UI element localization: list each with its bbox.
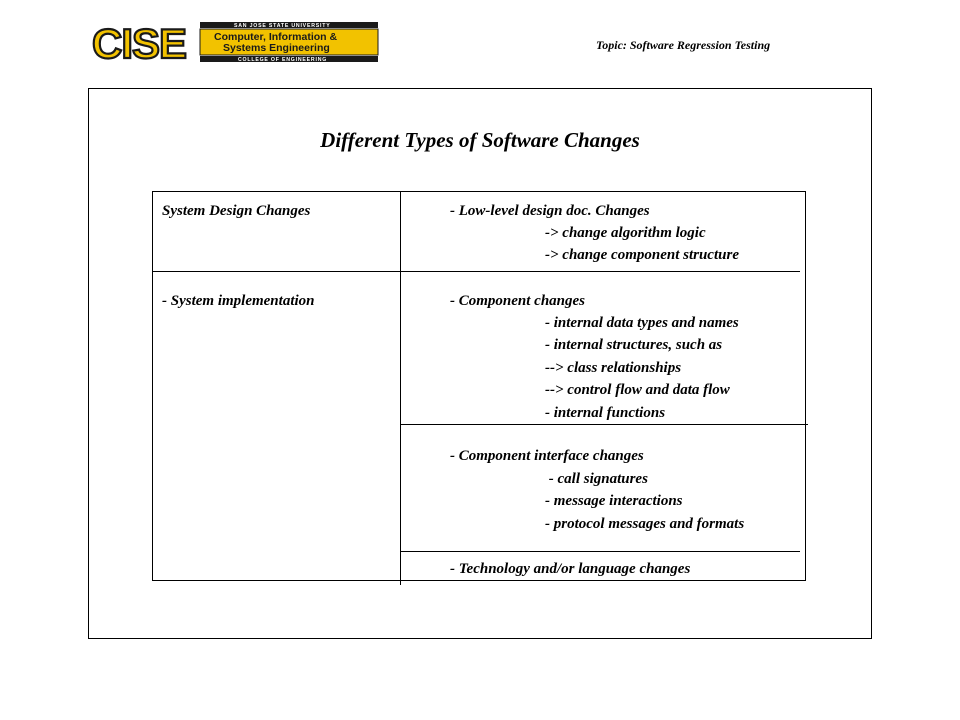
row1-left-label: System Design Changes: [162, 203, 311, 219]
group-item: - message interactions: [545, 493, 683, 509]
group-item: - internal structures, such as: [545, 337, 723, 353]
group-heading: - Technology and/or language changes: [450, 561, 691, 577]
column-divider: [400, 191, 401, 585]
logo-letters: CISE: [92, 20, 187, 64]
group-item: --> class relationships: [545, 360, 682, 376]
row1-item: -> change algorithm logic: [545, 225, 706, 241]
cise-logo: [88, 18, 380, 64]
logo-university: SAN JOSE STATE UNIVERSITY: [234, 23, 331, 30]
group-item: - internal functions: [545, 405, 666, 421]
group-item: --> control flow and data flow: [545, 382, 730, 398]
group-item: - call signatures: [545, 471, 648, 487]
row1-item: -> change component structure: [545, 247, 739, 263]
group-divider-2: [400, 551, 800, 552]
group-divider-1: [400, 424, 808, 425]
row1-right-label: - Low-level design doc. Changes: [450, 203, 650, 219]
logo-college: COLLEGE OF ENGINEERING: [238, 57, 328, 64]
group-heading: - Component changes: [450, 293, 586, 309]
group-item: - protocol messages and formats: [545, 516, 745, 532]
group-heading: - Component interface changes: [450, 448, 644, 464]
group-item: - internal data types and names: [545, 315, 739, 331]
logo-line1: Computer, Information &: [214, 31, 338, 43]
slide-title: Different Types of Software Changes: [320, 128, 640, 152]
row2-left-label: - System implementation: [162, 293, 315, 309]
topic-label: Topic: Software Regression Testing: [596, 38, 771, 52]
row-divider-1: [152, 271, 800, 272]
logo-line2: Systems Engineering: [223, 42, 330, 54]
